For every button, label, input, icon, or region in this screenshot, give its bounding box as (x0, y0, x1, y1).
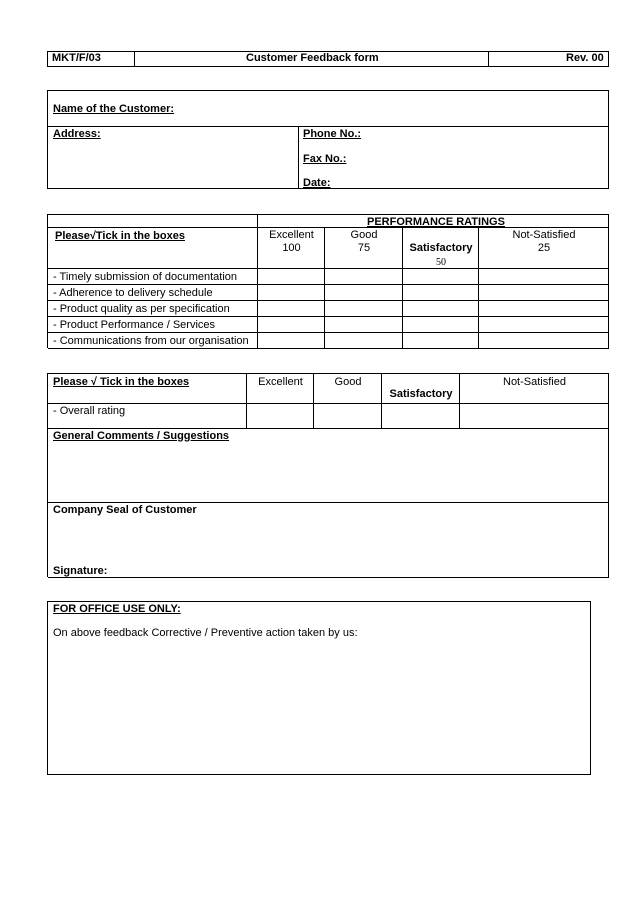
rating-checkbox[interactable] (479, 317, 609, 333)
rating-label-good: Good (334, 376, 362, 388)
rating-checkbox[interactable] (382, 404, 460, 429)
rating-checkbox[interactable] (258, 317, 325, 333)
rating-checkbox[interactable] (403, 301, 479, 317)
criterion-label: - Communications from our organisation (53, 335, 249, 347)
rating-score-not-satisfied: 25 (537, 242, 551, 254)
rating-checkbox[interactable] (258, 285, 325, 301)
rating-checkbox[interactable] (325, 285, 403, 301)
fax-label: Fax No.: (303, 153, 347, 165)
rating-checkbox[interactable] (403, 285, 479, 301)
rating-label-good: Good (350, 229, 378, 241)
rating-checkbox[interactable] (403, 333, 479, 349)
rating-score-excellent: 100 (282, 242, 301, 254)
company-seal-label: Company Seal of Customer (53, 504, 197, 516)
rating-checkbox[interactable] (314, 404, 382, 429)
rating-checkbox[interactable] (258, 269, 325, 285)
form-title: Customer Feedback form (246, 52, 379, 64)
rating-label-satisfactory: Satisfactory (409, 242, 473, 254)
rating-checkbox[interactable] (325, 317, 403, 333)
rating-checkbox[interactable] (325, 333, 403, 349)
performance-ratings-table (47, 214, 609, 348)
comments-label: General Comments / Suggestions (53, 430, 230, 442)
rating-checkbox[interactable] (479, 269, 609, 285)
table-cell (48, 215, 258, 228)
rating-checkbox[interactable] (403, 269, 479, 285)
overall-rating-table (47, 373, 609, 577)
rating-label-not-satisfied: Not-Satisfied (503, 376, 566, 388)
signature-label: Signature: (53, 565, 108, 577)
criterion-label: - Product quality as per specification (53, 303, 230, 315)
rating-checkbox[interactable] (479, 301, 609, 317)
tick-instruction: Please√Tick in the boxes (55, 230, 185, 242)
criterion-label: - Product Performance / Services (53, 319, 216, 331)
criterion-label: - Adherence to delivery schedule (53, 287, 213, 299)
rating-label-not-satisfied: Not-Satisfied (512, 229, 576, 241)
date-label: Date: (303, 177, 331, 189)
rating-checkbox[interactable] (479, 285, 609, 301)
phone-label: Phone No.: (303, 128, 362, 140)
doc-code: MKT/F/03 (52, 52, 101, 64)
rating-checkbox[interactable] (479, 333, 609, 349)
rating-checkbox[interactable] (325, 301, 403, 317)
rating-checkbox[interactable] (460, 404, 609, 429)
rating-checkbox[interactable] (403, 317, 479, 333)
address-label: Address: (53, 128, 101, 140)
criterion-label: - Timely submission of documentation (53, 271, 238, 283)
rating-score-good: 75 (357, 242, 371, 254)
customer-divider (47, 126, 609, 127)
office-use-title: FOR OFFICE USE ONLY: (53, 603, 181, 615)
customer-divider (298, 126, 299, 189)
rating-checkbox[interactable] (258, 333, 325, 349)
revision-number: Rev. 00 (566, 52, 604, 64)
rating-checkbox[interactable] (258, 301, 325, 317)
header-divider (488, 51, 489, 67)
rating-score-satisfactory: 50 (436, 257, 446, 268)
rating-label-excellent: Excellent (269, 229, 314, 241)
customer-name-label: Name of the Customer: (53, 103, 175, 115)
overall-rating-label: - Overall rating (53, 405, 126, 417)
rating-checkbox[interactable] (247, 404, 314, 429)
header-divider (134, 51, 135, 67)
rating-checkbox[interactable] (325, 269, 403, 285)
rating-label-excellent: Excellent (258, 376, 303, 388)
office-use-note: On above feedback Corrective / Preventive action taken by us: (53, 627, 358, 639)
tick-instruction: Please √ Tick in the boxes (53, 376, 190, 388)
rating-label-satisfactory: Satisfactory (389, 388, 453, 400)
performance-ratings-title: PERFORMANCE RATINGS (367, 216, 505, 228)
